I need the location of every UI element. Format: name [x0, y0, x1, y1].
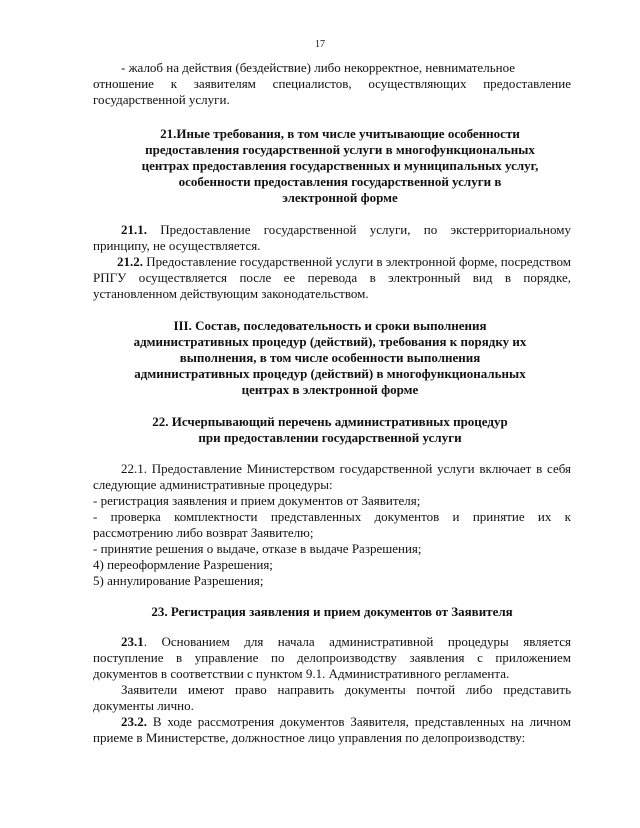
section-21-body: [93, 222, 571, 302]
section-22-heading: 22. Исчерпывающий перечень административных процедур при предоставлении государственной услуги: [152, 414, 508, 445]
section-21-heading-wrap: [140, 126, 540, 206]
section-3-heading-wrap: [125, 318, 535, 398]
list-item: - регистрация заявления и прием документов от Заявителя;: [93, 493, 421, 508]
para-21-1: [93, 222, 571, 254]
para-21-2: [93, 254, 571, 302]
page-number: 17: [315, 39, 325, 50]
intro-line-1: - жалоб на действия (бездействие) либо некорректное, невнимательное: [121, 60, 516, 75]
section-3-heading: III. Состав, последовательность и сроки выполнения административных процедур (действий), требования к порядку их выполнения, в том числе особенности выполнения административных процедур (действий) в многофункциональных центрах в электронной форме: [133, 318, 527, 397]
para-23-1-text: . Основанием для начала административной процедуры является поступление в управление по делопроизводству заявления с приложением документов в соответствии с пунктом 9.1. Административного регламента.: [93, 634, 571, 681]
list-item: 5) аннулирование Разрешения;: [93, 573, 264, 588]
section-22-body: [93, 461, 571, 589]
list-item: - принятие решения о выдаче, отказе в выдаче Разрешения;: [93, 541, 422, 556]
list-item: 4) переоформление Разрешения;: [93, 557, 273, 572]
para-23-2-text: В ходе рассмотрения документов Заявителя, представленных на личном приеме в Министерстве, должностное лицо управления по делопроизводству:: [93, 714, 571, 745]
para-21-1-text: Предоставление государственной услуги, по экстерриториальному принципу, не осуществляется.: [93, 222, 571, 253]
para-21-2-number: 21.2.: [117, 254, 143, 269]
section-23-body: [93, 634, 571, 746]
section-23-heading-wrap: [93, 604, 571, 620]
section-21-heading: 21.Иные требования, в том числе учитывающие особенности предоставления государственной услуги в многофункциональных центрах предоставления государственных и муниципальных услуг, особенности предоставления государственной услуги в электронной форме: [141, 126, 539, 205]
para-22-1: 22.1. Предоставление Министерством государственной услуги включает в себя следующие административные процедуры:: [93, 461, 571, 492]
para-23-2: [93, 714, 571, 746]
section-23-heading: 23. Регистрация заявления и прием документов от Заявителя: [151, 604, 513, 619]
intro-paragraph: [93, 60, 571, 108]
para-23-2-number: 23.2.: [121, 714, 147, 729]
para-23-1-number: 23.1: [121, 634, 144, 649]
para-23-1b: Заявители имеют право направить документы почтой либо представить документы лично.: [93, 682, 571, 713]
para-21-2-text: Предоставление государственной услуги в электронной форме, посредством РПГУ осуществляется после ее перевода в электронный вид в порядке, установленном действующим законодательством.: [93, 254, 571, 301]
section-22-heading-wrap: [140, 414, 520, 446]
intro-line-2: отношение к заявителям специалистов, осуществляющих предоставление государственной услуги.: [93, 76, 571, 107]
para-21-1-number: 21.1.: [121, 222, 147, 237]
list-item: - проверка комплектности представленных документов и принятие их к рассмотрению либо возврат Заявителю;: [93, 509, 571, 540]
para-23-1: [93, 634, 571, 682]
